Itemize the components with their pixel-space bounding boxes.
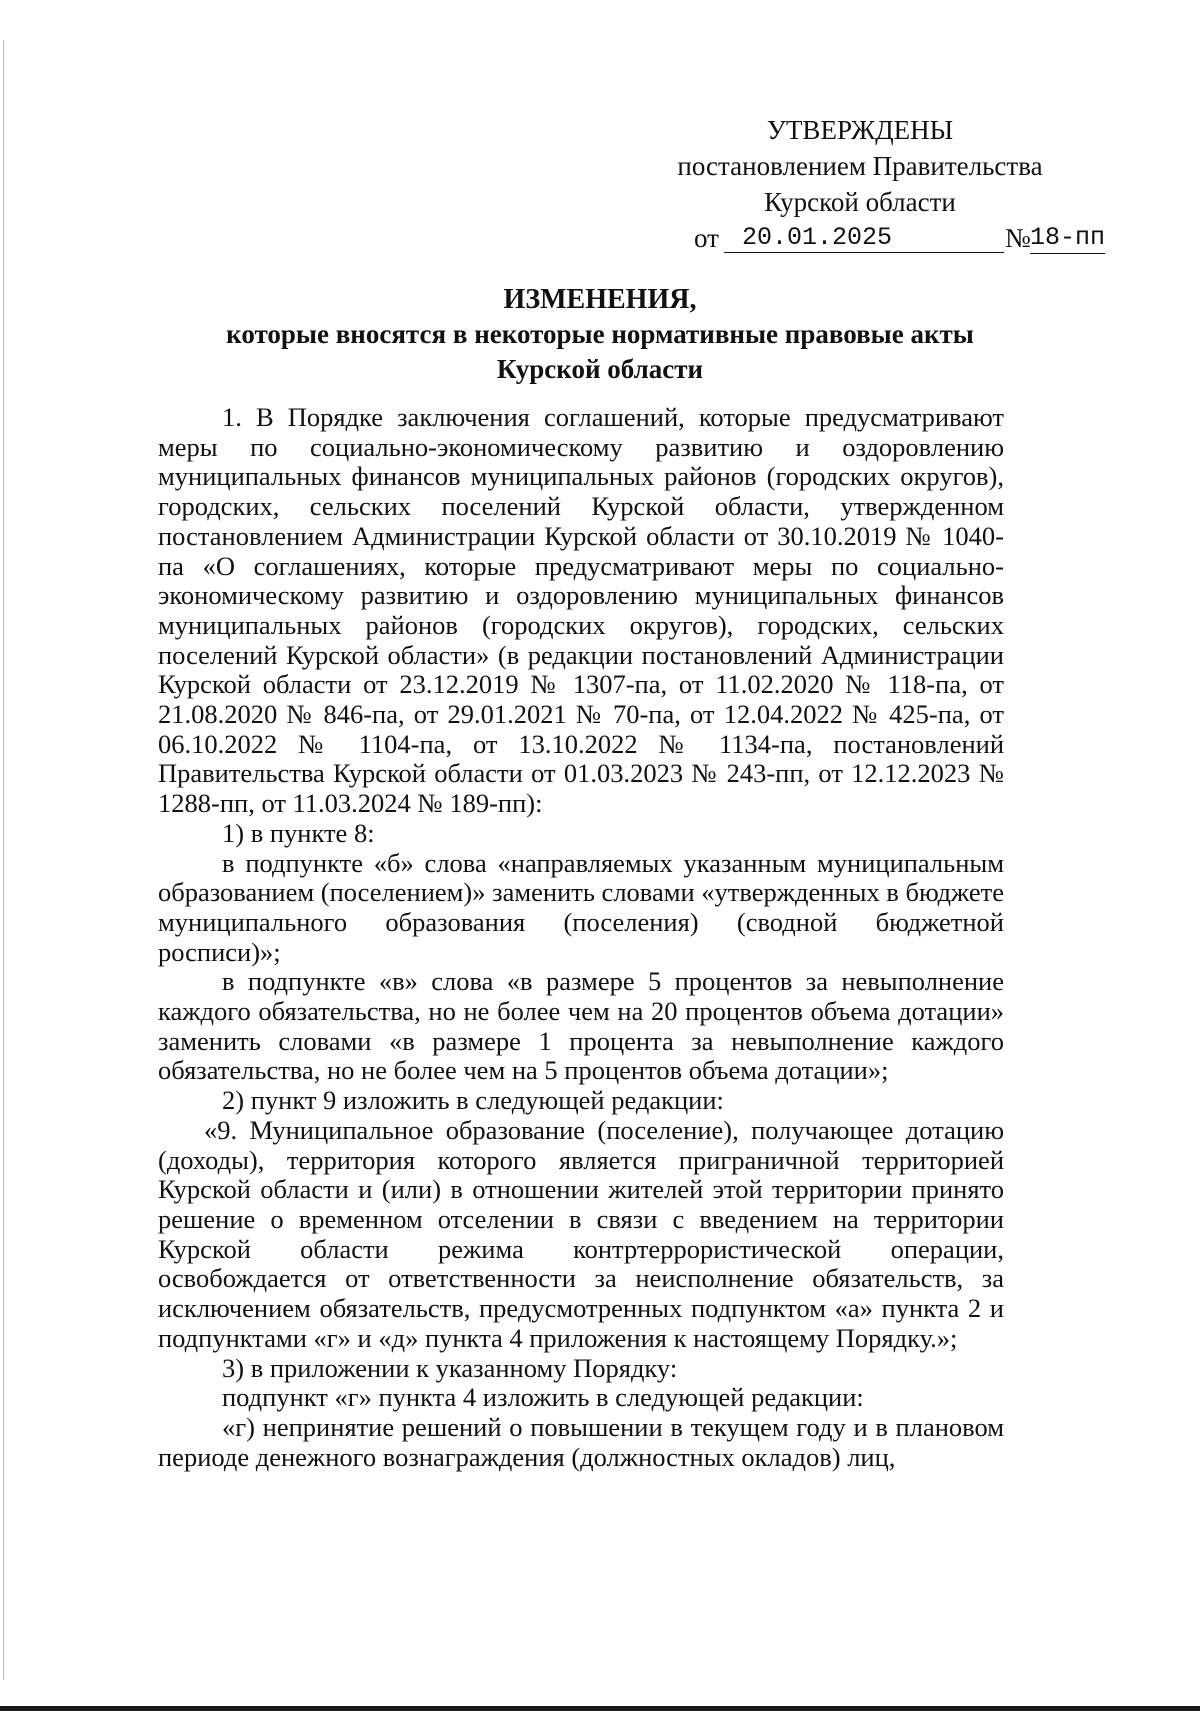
approval-heading: УТВЕРЖДЕНЫ (766, 115, 954, 145)
approval-from-label: от (694, 223, 719, 253)
paragraph-subitem-v: в подпункте «в» слова «в размере 5 процентов за невыполнение каждого обязательства, но не более чем на 20 процентов объема дотации» заменить словами «в размере 1 процента за невыполнение каждого обязательства, но не более чем на 5 процентов объема дотации»; (158, 966, 1004, 1086)
title-subtitle-1: которые вносятся в некоторые нормативные правовые акты (226, 319, 974, 349)
paragraph-subitem-g: «г) непринятие решений о повышении в текущем году и в плановом периоде денежного вознаграждения (должностных окладов) лиц, (158, 1411, 1004, 1472)
approval-number-label: № (1005, 223, 1031, 253)
page-scan-edge (3, 40, 4, 1680)
approval-line-2: Курской области (764, 187, 956, 217)
paragraph-item-2: 2) пункт 9 изложить в следующей редакции: (222, 1085, 724, 1116)
document-title (100, 282, 1100, 387)
paragraph-item-1: 1) в пункте 8: (222, 817, 375, 848)
title-main: ИЗМЕНЕНИЯ, (503, 284, 697, 315)
approval-stamp (640, 112, 1106, 256)
paragraph-1: 1. В Порядке заключения соглашений, которые предусматривают меры по социально-экономическому развитию и оздоровлению муниципальных финансов муниципальных районов (городских округов), городских, сельских поселений Курской области, утвержденном постановлением Администрации Курской области от 30.10.2019 № 1040-па «О соглашениях, которые предусматривают меры по социально-экономическому развитию и оздоровлению муниципальных финансов муниципальных районов (городских округов), городских, сельских поселений Курской области» (в редакции постановлений Администрации Курской области от 23.12.2019 № 1307-па, от 11.02.2020 № 118-па, от 21.08.2020 № 846-па, от 29.01.2021 № 70-па, от 12.04.2022 № 425-па, от 06.10.2022 № 1104-па, от 13.10.2022 № 1134-па, постановлений Правительства Курской области от 01.03.2023 № 243-пп, от 12.12.2023 № 1288-пп, от 11.03.2024 № 189-пп): (158, 402, 1004, 819)
approval-date: 20.01.2025 (724, 220, 1004, 253)
approval-date-number (640, 220, 1106, 256)
page-bottom-edge (0, 1706, 1200, 1711)
approval-number: 18-пп (1030, 220, 1105, 254)
paragraph-clause-9: «9. Муниципальное образование (поселение), получающее дотацию (доходы), территория которого является приграничной территорией Курской области и (или) в отношении жителей этой территории принято решение о временном отселении в связи с введением на территории Курской области режима контртеррористической операции, освобождается от ответственности за неисполнение обязательств, за исключением обязательств, предусмотренных подпунктом «а» пункта 2 и подпунктами «г» и «д» пункта 4 приложения к настоящему Порядку.»; (158, 1114, 1004, 1353)
document-body (158, 403, 1004, 1472)
paragraph-subitem-b: в подпункте «б» слова «направляемых указанным муниципальным образованием (поселением)» заменить словами «утвержденных в бюджете муниципального образования (поселения) (сводной бюджетной росписи)»; (158, 847, 1004, 967)
paragraph-item-3: 3) в приложении к указанному Порядку: (222, 1352, 678, 1383)
approval-line-1: постановлением Правительства (677, 151, 1043, 181)
paragraph-subitem-g-intro: подпункт «г» пункта 4 изложить в следующей редакции: (222, 1382, 864, 1413)
title-subtitle-2: Курской области (496, 354, 704, 384)
